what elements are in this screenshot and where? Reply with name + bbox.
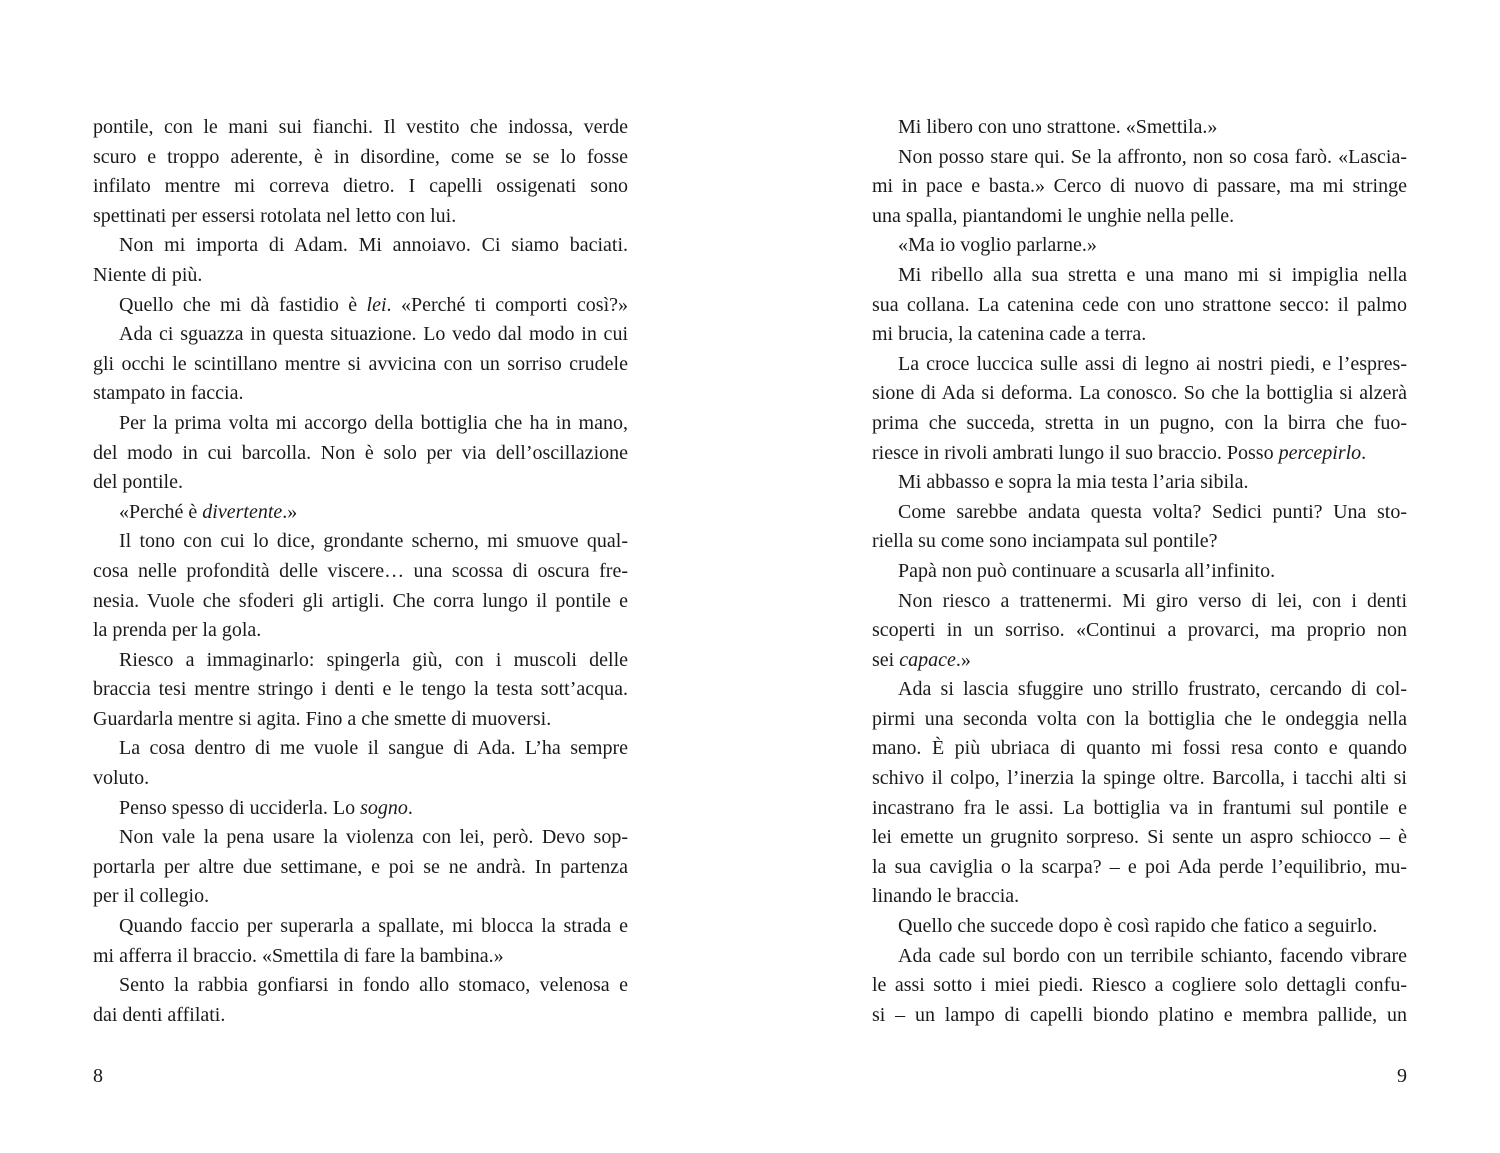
- text-line: Ada si lascia sfuggire uno strillo frustrato, cercando di col-: [898, 678, 1407, 701]
- text-line: spettinati per essersi rotolata nel letto con lui.: [93, 204, 457, 227]
- text-line: le assi sotto i miei piedi. Riesco a cogliere solo dettagli confu-: [872, 974, 1407, 997]
- text-line: riesce in rivoli ambrati lungo il suo braccio. Posso percepirlo.: [872, 441, 1367, 464]
- text-line: Mi abbasso e sopra la mia testa l’aria sibila.: [898, 471, 1249, 494]
- text-line: schivo il colpo, l’inerzia la spinge oltre. Barcolla, i tacchi alti si: [872, 767, 1407, 790]
- text-line: infilato mentre mi correva dietro. I capelli ossigenati sono: [93, 175, 628, 198]
- text-line: «Ma io voglio parlarne.»: [898, 234, 1097, 257]
- text-line: voluto.: [93, 767, 150, 790]
- text-line: la prenda per la gola.: [93, 619, 262, 642]
- text-line: Penso spesso di ucciderla. Lo sogno.: [119, 796, 413, 819]
- text-line: per il collegio.: [93, 885, 210, 908]
- text-line: si – un lampo di capelli biondo platino e membra pallide, un: [872, 1003, 1407, 1026]
- text-line: prima che succeda, stretta in un pugno, con la birra che fuo-: [872, 411, 1407, 434]
- text-line: del pontile.: [93, 471, 183, 494]
- text-line: mano. È più ubriaca di quanto mi fossi resa conto e quando: [872, 737, 1407, 760]
- text-line: incastrano fra le assi. La bottiglia va in frantumi sul pontile e: [872, 796, 1407, 819]
- text-line: Riesco a immaginarlo: spingerla giù, con i muscoli delle: [119, 648, 628, 671]
- text-line: Guardarla mentre si agita. Fino a che smette di muoversi.: [93, 707, 552, 730]
- text-line: La cosa dentro di me vuole il sangue di Ada. L’ha sempre: [119, 737, 628, 760]
- text-line: Per la prima volta mi accorgo della bottiglia che ha in mano,: [119, 411, 628, 434]
- text-line: pontile, con le mani sui fianchi. Il vestito che indossa, verde: [93, 116, 628, 138]
- text-line: sei capace.»: [872, 648, 971, 671]
- text-line: Non posso stare qui. Se la affronto, non so cosa farò. «Lascia-: [898, 145, 1407, 168]
- text-line: dai denti affilati.: [93, 1003, 226, 1026]
- text-line: mi in pace e basta.» Cerco di nuovo di passare, ma mi stringe: [872, 175, 1407, 198]
- text-line: scoperti in un sorriso. «Continui a provarci, ma proprio non: [872, 619, 1407, 642]
- text-line: del modo in cui barcolla. Non è solo per via dell’oscillazione: [93, 441, 628, 464]
- page-number-right: 9: [1397, 1065, 1407, 1087]
- text-line: Il tono con cui lo dice, grondante scherno, mi smuove qual-: [119, 530, 628, 553]
- text-line: «Perché è divertente.»: [119, 500, 298, 523]
- text-line: La croce luccica sulle assi di legno ai nostri piedi, e l’espres-: [898, 352, 1407, 375]
- text-line: stampato in faccia.: [93, 382, 244, 405]
- page-left-text: [93, 113, 628, 1030]
- text-line: riella su come sono inciampata sul pontile?: [872, 530, 1218, 553]
- text-line: gli occhi le scintillano mentre si avvicina con un sorriso crudele: [93, 352, 628, 375]
- text-line: la sua caviglia o la scarpa? – e poi Ada perde l’equilibrio, mu-: [872, 855, 1407, 878]
- text-line: pirmi una seconda volta con la bottiglia che le ondeggia nella: [872, 707, 1407, 730]
- page-number-left: 8: [93, 1065, 103, 1087]
- text-line: Papà non può continuare a scusarla all’infinito.: [898, 559, 1276, 582]
- text-line: Sento la rabbia gonfiarsi in fondo allo stomaco, velenosa e: [119, 974, 628, 997]
- text-line: Ada ci sguazza in questa situazione. Lo vedo dal modo in cui: [119, 323, 628, 346]
- text-line: Quello che succede dopo è così rapido che fatico a seguirlo.: [898, 915, 1378, 938]
- text-line: Come sarebbe andata questa volta? Sedici punti? Una sto-: [898, 500, 1407, 523]
- text-line: Ada cade sul bordo con un terribile schianto, facendo vibrare: [898, 944, 1407, 967]
- text-line: Mi libero con uno strattone. «Smettila.»: [898, 116, 1218, 138]
- text-line: scuro e troppo aderente, è in disordine, come se se lo fosse: [93, 145, 628, 168]
- text-line: portarla per altre due settimane, e poi se ne andrà. In partenza: [93, 855, 628, 878]
- text-line: Quello che mi dà fastidio è lei. «Perché ti comporti così?»: [119, 293, 628, 316]
- text-line: braccia tesi mentre stringo i denti e le tengo la testa sott’acqua.: [93, 678, 628, 701]
- text-line: mi brucia, la catenina cade a terra.: [872, 323, 1147, 346]
- text-line: Mi ribello alla sua stretta e una mano mi si impiglia nella: [898, 263, 1407, 286]
- page-right-text: [872, 113, 1407, 1030]
- text-line: nesia. Vuole che sfoderi gli artigli. Che corra lungo il pontile e: [93, 589, 628, 612]
- text-line: linando le braccia.: [872, 885, 1020, 908]
- text-line: mi afferra il braccio. «Smettila di fare la bambina.»: [93, 944, 504, 967]
- text-line: Niente di più.: [93, 263, 203, 286]
- text-line: Non vale la pena usare la violenza con lei, però. Devo sop-: [119, 826, 628, 849]
- text-line: cosa nelle profondità delle viscere… una scossa di oscura fre-: [93, 559, 628, 582]
- text-line: Non mi importa di Adam. Mi annoiavo. Ci siamo baciati.: [119, 234, 628, 257]
- text-line: lei emette un grugnito sorpreso. Si sente un aspro schiocco – è: [872, 826, 1407, 849]
- text-line: una spalla, piantandomi le unghie nella pelle.: [872, 204, 1235, 227]
- text-line: sione di Ada si deforma. La conosco. So che la bottiglia si alzerà: [872, 382, 1407, 405]
- text-line: Non riesco a trattenermi. Mi giro verso di lei, con i denti: [898, 589, 1407, 612]
- text-line: sua collana. La catenina cede con uno strattone secco: il palmo: [872, 293, 1407, 316]
- text-line: Quando faccio per superarla a spallate, mi blocca la strada e: [119, 915, 628, 938]
